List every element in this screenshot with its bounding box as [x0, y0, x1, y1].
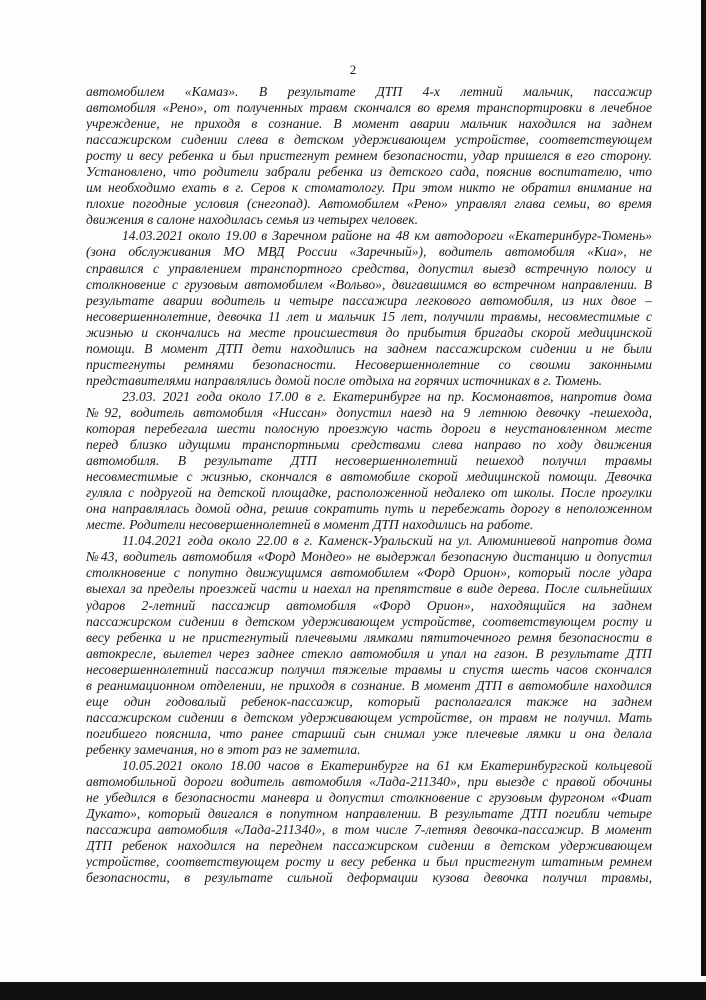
text-line: 14.03.2021 около 19.00 в Заречном районе на 48 км автодороги «Екатеринбург-Тюмень» — [122, 228, 652, 244]
text-line: (зона обслуживания МО МВД России «Заречный»), водитель автомобиля «Киа», не — [86, 244, 652, 260]
text-line: пассажирском сидении слева в детском удерживающем устройстве, соответствующем — [86, 132, 652, 148]
text-line: не убедился в безопасности маневра и допустил столкновение с грузовым фургоном «Фиат — [86, 790, 652, 806]
text-line: которая перебегала шести полосную проезжую часть дороги в неустановленном месте — [86, 420, 652, 436]
text-line: столкновение с грузовым автомобилем «Вольво», двигавшимся во встречном направлении. В — [86, 276, 652, 292]
text-line: она направлялась домой одна, решив сократить путь и перебежать дорогу в неположенном — [86, 501, 652, 517]
text-line: росту и весу ребенка и был пристегнут ремнем безопасности, удар пришелся в его сторону. — [86, 148, 652, 164]
text-line: выехал за пределы проезжей части и наехал на препятствие в виде дерева. После сильнейших — [86, 581, 652, 597]
text-line: автомобильной дороги водитель автомобиля «Лада-211340», при выезде с правой обочины — [86, 774, 652, 790]
text-line: плохие погодные условия (снегопад). Автомобилем «Рено» управлял глава семьи, во время — [86, 196, 652, 212]
page-number: 2 — [349, 62, 357, 77]
document-body — [86, 84, 652, 886]
text-line: 11.04.2021 года около 22.00 в г. Каменск-Уральский на ул. Алюминиевой напротив дома — [122, 533, 652, 549]
text-line: результате аварии водитель и четыре пассажира легкового автомобиля, из них двое – — [86, 292, 652, 308]
text-line: месте. Родители несовершеннолетней в момент ДТП находились на работе. — [86, 517, 534, 533]
text-line: пассажирском сидении в детском удерживающем устройстве, он травм не получил. Мать — [86, 709, 652, 725]
text-line: погибшего пояснила, что ранее старший сын снимал уже плечевые лямки и она делала — [86, 725, 652, 741]
text-line: справился с управлением транспортного средства, допустил выезд встречную полосу и — [86, 260, 652, 276]
text-line: весу ребенка и не пристегнутый плечевыми лямками пятиточечного ремня безопасности в — [86, 629, 652, 645]
text-line: ударов 2-летний пассажир автомобиля «Форд Орион», находящийся на заднем — [86, 597, 652, 613]
text-line: №43, водитель автомобиля «Форд Мондео» не выдержал безопасную дистанцию и допустил — [86, 549, 652, 565]
text-line: несовершеннолетний пассажир получил тяжелые травмы и спустя шесть часов скончался — [86, 661, 652, 677]
text-line: Дукато», который двигался в попутном направлении. В результате ДТП погибли четыре — [86, 806, 652, 822]
text-line: гуляла с подругой на детской площадке, расположенной недалеко от школы. После прогулки — [86, 485, 652, 501]
text-line: учреждение, не приходя в сознание. В момент аварии мальчик находился на заднем — [86, 116, 652, 132]
text-line: автокресле, вылетел через заднее стекло автомобиля и упал на газон. В результате ДТП — [86, 645, 652, 661]
scan-edge-gap — [0, 976, 706, 982]
text-line: автомобилем «Камаз». В результате ДТП 4-х летний мальчик, пассажир — [86, 84, 652, 99]
text-line: в реанимационном отделении, не приходя в сознание. В момент ДТП в автомобиле находился — [86, 677, 652, 693]
text-line: перед близко идущими транспортными средствами слева направо по ходу движения — [86, 437, 652, 453]
text-line: 10.05.2021 около 18.00 часов в Екатеринбурге на 61 км Екатеринбургской кольцевой — [122, 757, 652, 773]
scan-edge-right — [701, 0, 706, 1000]
text-line: жизнью и скончались на месте происшествия до прибытия бригады скорой медицинской — [86, 324, 652, 340]
text-line: помощи. В момент ДТП дети находились на заднем пассажирском сидении и не были — [86, 340, 652, 356]
text-line: еще один годовалый ребенок-пассажир, который располагался также на заднем — [86, 693, 652, 709]
text-line: несовместимые с жизнью, скончался в автомобиле скорой медицинской помощи. Девочка — [86, 469, 652, 485]
text-line: пристегнуты ремнями безопасности. Несовершеннолетние со своими законными — [86, 356, 652, 372]
text-line: №92, водитель автомобиля «Ниссан» допустил наезд на 9 летнюю девочку -пешехода, — [86, 404, 652, 420]
text-line: несовершеннолетние, девочка 11 лет и мальчик 15 лет, получили травмы, несовместимые с — [86, 308, 652, 324]
text-line: устройстве, соответствующем росту и весу ребенка и был пристегнут штатным ремнем — [86, 854, 652, 870]
text-line: ДТП ребенок находился на переднем пассажирском сидении в детском удерживающем — [86, 838, 652, 854]
text-line: 23.03. 2021 года около 17.00 в г. Екатеринбурге на пр. Космонавтов, напротив дома — [122, 388, 652, 404]
text-line: движения в салоне находилась семья из четырех человек. — [86, 212, 419, 228]
text-line: безопасности, в результате сильной деформации кузова девочка получил травмы, — [86, 870, 652, 886]
text-line: ребенку замечания, но в этот раз не заметила. — [86, 741, 361, 757]
text-line: пассажирском сидении в детском удерживающем устройстве, соответствующем росту и — [86, 613, 652, 629]
text-line: представителями направлялись домой после отдыха на горячих источниках в г. Тюмень. — [86, 372, 603, 388]
text-line: Установлено, что родители забрали ребенка из детского сада, пояснив воспитателю, что — [86, 164, 652, 180]
text-line: автомобиля. В результате ДТП несовершеннолетний пешеход получил травмы — [86, 453, 652, 469]
text-line: столкновение с попутно движущимся автомобилем «Форд Орион», который после удара — [86, 565, 652, 581]
text-line: пассажира автомобиля «Лада-211340», в том числе 7-летняя девочка-пассажир. В момент — [86, 822, 652, 838]
text-line: им необходимо ехать в г. Серов к стоматологу. При этом никто не обратил внимание на — [86, 180, 652, 196]
text-line: автомобиля «Рено», от полученных травм скончался во время транспортировки в лечебное — [86, 100, 652, 116]
